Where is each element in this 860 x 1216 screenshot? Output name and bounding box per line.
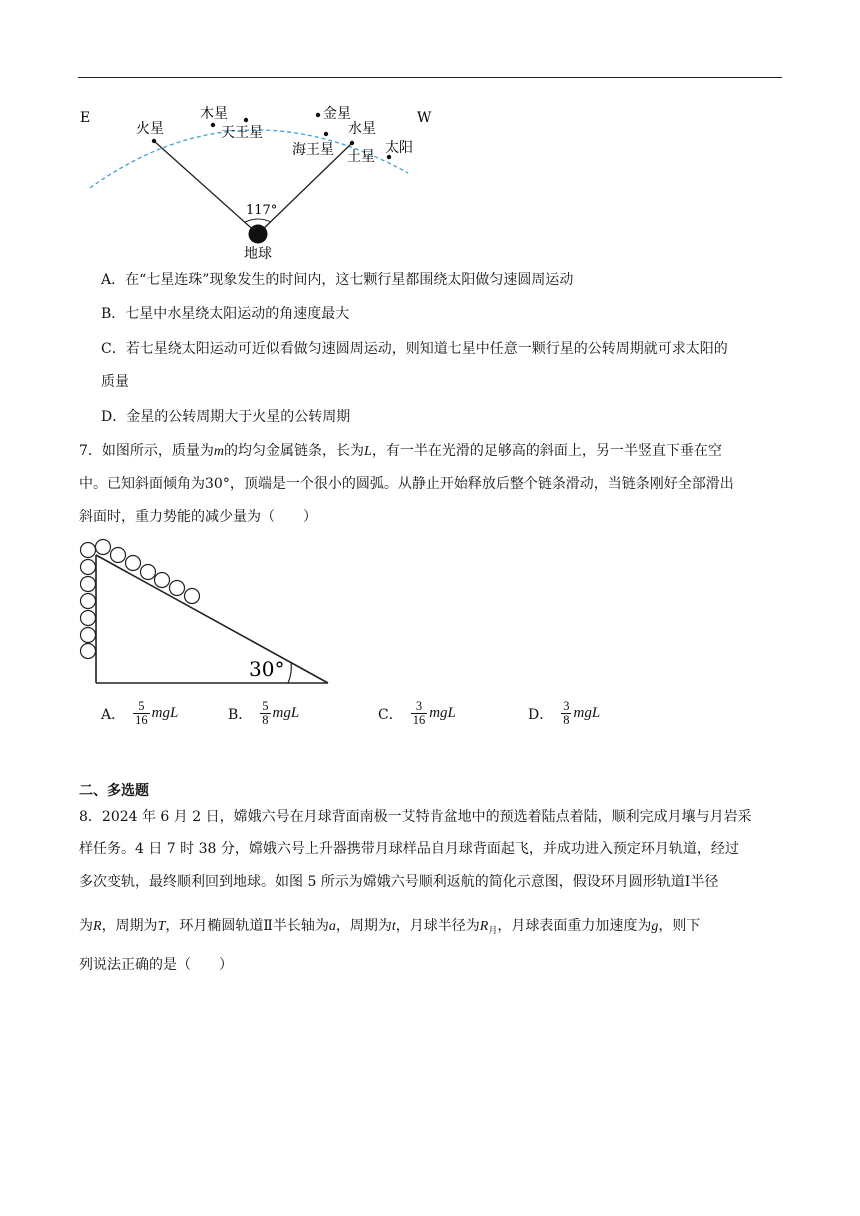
mercury-label: 水星 [348, 121, 376, 137]
jupiter-label: 木星 [200, 106, 228, 122]
neptune-label: 海王星 [292, 142, 334, 158]
q8-line5: 列说法正确的是（ ） [79, 957, 233, 973]
mass-symbol: m [213, 444, 225, 459]
q7-stem-line3: 斜面时，重力势能的减少量为（ ） [79, 509, 317, 525]
q7-stem-line1: 7．如图所示，质量为m的均匀金属链条，长为L，有一半在光滑的足够高的斜面上，另一半竖直下垂在空 [79, 443, 722, 459]
q6-option-d: D．金星的公转周期大于火星的公转周期 [101, 409, 351, 425]
angle-label: 117° [246, 203, 278, 218]
q6-option-b: B．七星中水星绕太阳运动的角速度最大 [101, 306, 350, 322]
q6-option-a: A．在“七星连珠”现象发生的时间内，这七颗行星都围绕太阳做匀速圆周运动 [101, 272, 574, 288]
planet-alignment-diagram [70, 95, 440, 270]
q8-line3: 多次变轨，最终顺利回到地球。如图 5 所示为嫦娥六号顺利返航的简化示意图，假设环月圆形轨道Ⅰ半径 [79, 874, 719, 890]
east-label: E [80, 110, 91, 126]
earth-label: 地球 [244, 246, 272, 262]
q8-line4: 为R，周期为T，环月椭圆轨道Ⅱ半长轴为a，周期为t，月球半径为$R_月$，月球表面重力加速度为g，则下 [79, 918, 701, 936]
q8-line1: 8．2024 年 6 月 2 日，嫦娥六号在月球背面南极一艾特肯盆地中的预选着陆点着陆，顺利完成月壤与月岩采 [79, 809, 752, 825]
mars-label: 火星 [136, 121, 164, 137]
q8-line2: 样任务。4 日 7 时 38 分，嫦娥六号上升器携带月球样品自月球背面起飞，并成功进入预定环月轨道，经过 [79, 841, 739, 857]
q7-option-a: A． $\frac{5}{16}$ mgL [101, 699, 179, 727]
q7-option-d: D． $\frac{3}{8}$ mgL [528, 699, 601, 727]
q7-stem-line2: 中。已知斜面倾角为30°，顶端是一个很小的圆弧。从静止开始释放后整个链条滑动，当链条刚好全部滑出 [79, 476, 734, 492]
sun-label: 太阳 [385, 140, 413, 156]
west-label: W [417, 110, 432, 126]
length-symbol: L [364, 444, 372, 459]
q7-option-c: C． $\frac{3}{16}$ mgL [378, 699, 456, 727]
earth-dot [249, 225, 268, 244]
q6-option-c-line2: 质量 [101, 374, 129, 390]
section-title-multi-choice: 二、多选题 [79, 783, 149, 799]
venus-label: 金星 [323, 106, 351, 122]
chain-incline-diagram [76, 538, 336, 690]
q7-option-b: B． $\frac{5}{8}$ mgL [228, 699, 300, 727]
incline-angle-label: 30° [249, 657, 285, 681]
header-rule [78, 77, 782, 78]
uranus-label: 天王星 [221, 125, 263, 141]
saturn-label: 土星 [347, 149, 375, 165]
q6-option-c-line1: C．若七星绕太阳运动可近似看做匀速圆周运动，则知道七星中任意一颗行星的公转周期就可求太阳的 [101, 341, 728, 357]
